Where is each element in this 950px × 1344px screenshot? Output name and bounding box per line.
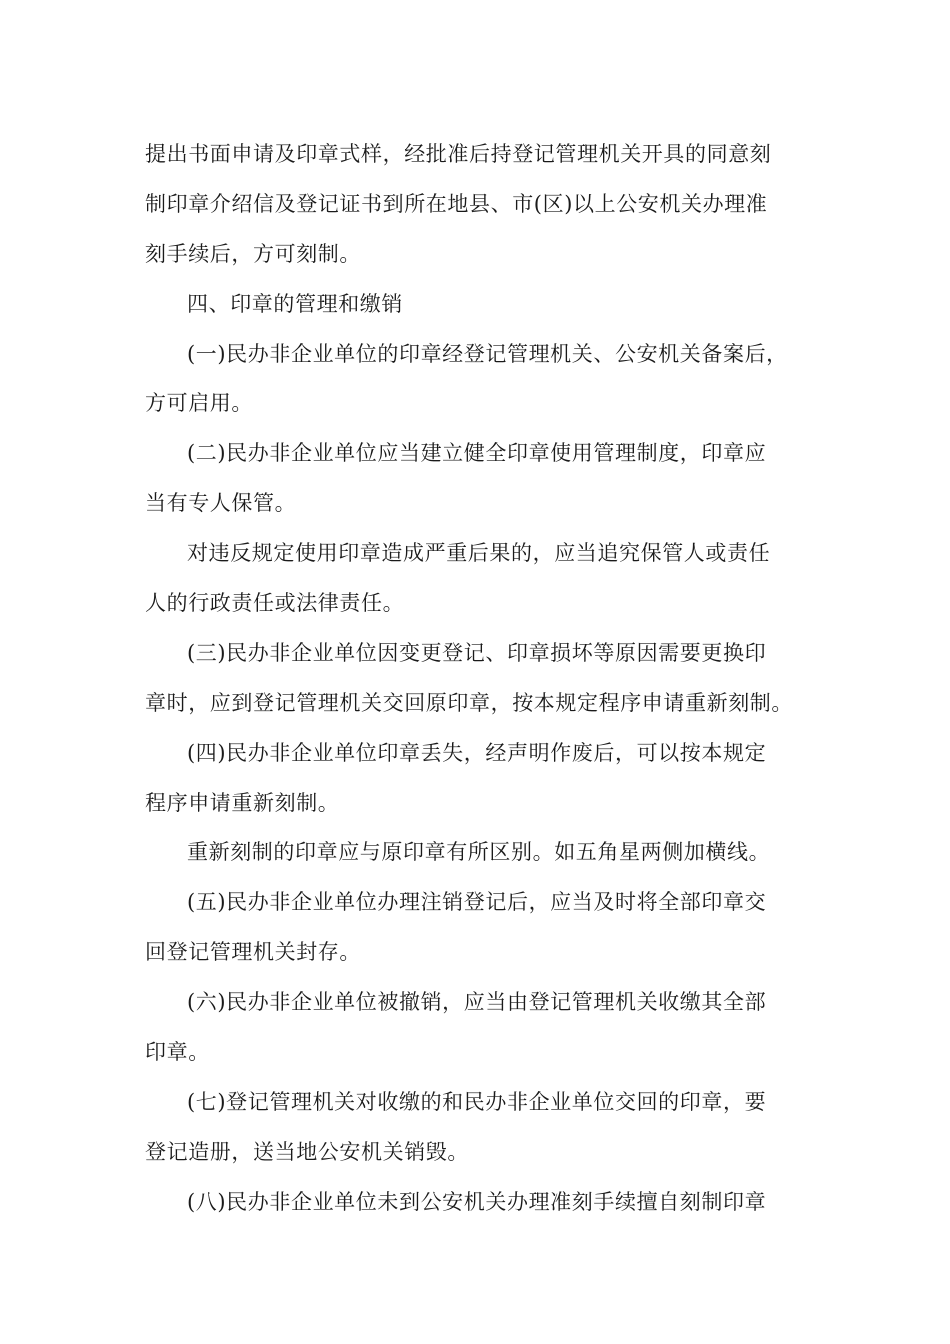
text-line-18: (六)民办非企业单位被撤销，应当由登记管理机关收缴其全部 xyxy=(187,990,767,1015)
text-line-1: 提出书面申请及印章式样，经批准后持登记管理机关开具的同意刻 xyxy=(145,142,772,166)
text-line-11: (三)民办非企业单位因变更登记、印章损坏等原因需要更换印 xyxy=(187,640,767,665)
text-line-6: 方可启用。 xyxy=(145,391,253,416)
text-line-12: 章时，应到登记管理机关交回原印章，按本规定程序申请重新刻制。 xyxy=(145,690,793,715)
text-line-15: 重新刻制的印章应与原印章有所区别。如五角星两侧加横线。 xyxy=(187,840,771,865)
text-line-16: (五)民办非企业单位办理注销登记后，应当及时将全部印章交 xyxy=(187,890,767,915)
text-line-13: (四)民办非企业单位印章丢失，经声明作废后，可以按本规定 xyxy=(187,740,767,765)
text-line-19: 印章。 xyxy=(145,1040,210,1065)
document-body xyxy=(145,132,810,1230)
text-line-10: 人的行政责任或法律责任。 xyxy=(145,591,405,616)
text-line-14: 程序申请重新刻制。 xyxy=(145,790,340,815)
text-line-8: 当有专人保管。 xyxy=(145,491,297,516)
text-line-17: 回登记管理机关封存。 xyxy=(145,940,361,965)
text-line-21: 登记造册，送当地公安机关销毁。 xyxy=(145,1139,469,1164)
text-line-20: (七)登记管理机关对收缴的和民办非企业单位交回的印章，要 xyxy=(187,1089,767,1114)
text-line-2: 制印章介绍信及登记证书到所在地县、市(区)以上公安机关办理准 xyxy=(145,191,768,216)
text-line-9: 对违反规定使用印章造成严重后果的，应当追究保管人或责任 xyxy=(187,541,771,566)
text-line-5: (一)民办非企业单位的印章经登记管理机关、公安机关备案后， xyxy=(187,341,788,366)
section-heading: 四、印章的管理和缴销 xyxy=(187,291,403,316)
text-line-7: (二)民办非企业单位应当建立健全印章使用管理制度，印章应 xyxy=(187,441,767,466)
text-line-3: 刻手续后，方可刻制。 xyxy=(145,241,361,266)
text-line-22: (八)民办非企业单位未到公安机关办理准刻手续擅自刻制印章 xyxy=(187,1189,767,1214)
